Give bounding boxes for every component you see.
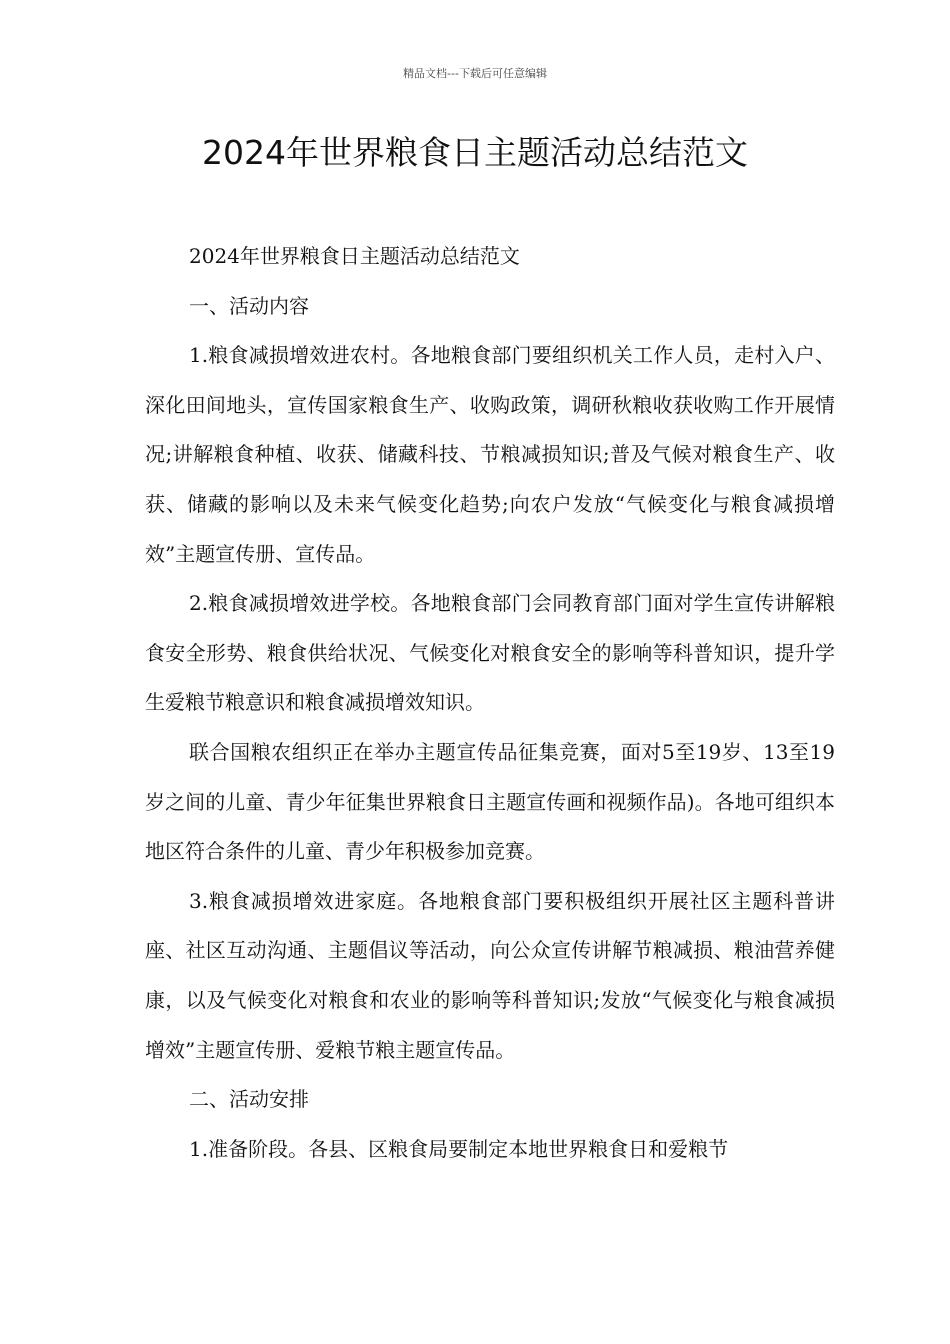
body-subtitle: 2024年世界粮食日主题活动总结范文 <box>189 244 520 268</box>
paragraph-school: 2.粮食减损增效进学校。各地粮食部门会同教育部门面对学生宣传讲解粮食安全形势、粮食供给状况、气候变化对粮食安全的影响等科普知识，提升学生爱粮节粮意识和粮食减损增效知识。 <box>145 591 835 715</box>
document-title: 2024年世界粮食日主题活动总结范文 <box>202 133 748 172</box>
section-heading-activity-arrangement: 二、活动安排 <box>189 1087 309 1112</box>
paragraph-preparation: 1.准备阶段。各县、区粮食局要制定本地世界粮食日和爱粮节 <box>189 1136 729 1161</box>
document-body <box>145 232 835 1174</box>
paragraph-family: 3.粮食减损增效进家庭。各地粮食部门要积极组织开展社区主题科普讲座、社区互动沟通、主题倡议等活动，向公众宣传讲解节粮减损、粮油营养健康，以及气候变化对粮食和农业的影响等科普知识;发放“气候变化与粮食减损增效”主题宣传册、爱粮节粮主题宣传品。 <box>145 888 835 1062</box>
document-header-note: 精品文档---下载后可任意编辑 <box>403 67 547 80</box>
paragraph-rural: 1.粮食减损增效进农村。各地粮食部门要组织机关工作人员，走村入户、深化田间地头，宣传国家粮食生产、收购政策，调研秋粮收获收购工作开展情况;讲解粮食种植、收获、储藏科技、节粮减损知识;普及气候对粮食生产、收获、储藏的影响以及未来气候变化趋势;向农户发放“气候变化与粮食减损增效”主题宣传册、宣传品。 <box>145 343 835 566</box>
section-heading-activity-content: 一、活动内容 <box>189 293 309 318</box>
paragraph-fao-contest: 联合国粮农组织正在举办主题宣传品征集竞赛，面对5至19岁、13至19岁之间的儿童、青少年征集世界粮食日主题宣传画和视频作品)。各地可组织本地区符合条件的儿童、青少年积极参加竞赛。 <box>145 739 835 864</box>
